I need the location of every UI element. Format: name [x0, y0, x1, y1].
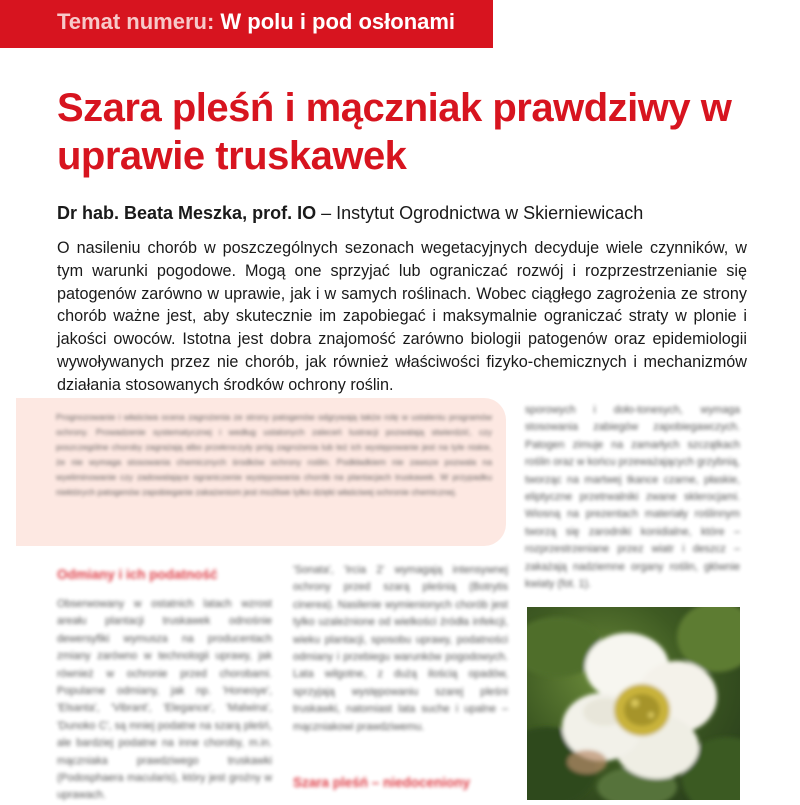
column-3: [525, 402, 740, 593]
article-title: Szara pleśń i mączniak prawdziwy w uprawie truskawek: [57, 86, 732, 178]
author-name: Dr hab. Beata Meszka, prof. IO: [57, 203, 317, 223]
column-1-text: Obserwowany w ostatnich latach wzrost areału plantacji truskawek odnośnie dewersyfiki wymusza na producentach zmiany zarówno w technologii uprawy, jak również w ochronie przed chorobami. Popularne odmiany, jak np. 'Honeoye', 'Elsanta', 'Vibrant', 'Elegance', 'Malwina', 'Dunoko C', są mniej podatne na szarą pleśń, ale bardziej podatne na inne choroby, m.in. mączniaka prawdziwego truskawki (Podosphaera macularis), który jest groźny w uprawach.: [57, 598, 272, 802]
column-1: [57, 596, 272, 805]
section-banner: [0, 0, 493, 48]
flower-illustration: [527, 607, 740, 800]
section-heading-varieties: Odmiany i ich podatność: [57, 567, 218, 582]
topic-title: W polu i pod osłonami: [220, 9, 456, 34]
column-3-text: sporowych i doło-tonesych, wymaga stosowania zabiegów zapobiegawczych. Patogen zimuje na zamarłych szczątkach roślin oraz w końcu przeważających grzybnią, tworząc na martwej tkance czarne, płaskie, eliptyczne przetrwalniki zwane sklerocjami. Wiosną na prezentach materiały roślinnym tworzą się zarodniki konidialne, które – rozprzestrzeniane przez wiatr i deszcz – zakażają nadziemne organy roślin, głównie kwiaty (fot. 1).: [525, 404, 740, 591]
callout-box: [16, 398, 506, 546]
author-affiliation: – Instytut Ogrodnictwa w Skierniewicach: [321, 203, 644, 223]
column-2-text: 'Sonata', 'Ircia 2' wymagają intensywnej ochrony przed szarą pleśnią (Botrytis cinerea). Nasilenie wymienionych chorób jest tylko uzależnione od wielkości źródła infekcji, wieku plantacji, sposobu uprawy, podatności odmiany i przebiegu warunków pogodowych. Lata wilgotne, z dużą ilością opadów, sprzyjają występowaniu szarej pleśni truskawki, natomiast lata suche i upalne – mączniakowi prawdziwemu.: [293, 564, 508, 733]
topic-label: Temat numeru:: [57, 9, 215, 34]
article-intro: O nasileniu chorób w poszczególnych sezonach wegetacyjnych decyduje wiele czynników, w tym warunki pogodowe. Mogą one sprzyjać lub ograniczać rozwój i rozprzestrzenianie się patogenów zarówno w uprawie, jak i w samych roślinach. Wobec ciągłego zagrożenia ze strony chorób ważne jest, aby skutecznie im zapobiegać i maksymalnie ograniczać straty w plonie i jakości owoców. Istotna jest dobra znajomość zarówno biologii patogenów oraz epidemiologii wywoływanych przez nie chorób, jak również właściwości fizyko-chemicznych i mechanizmów działania stosowanych środków ochrony roślin.: [57, 239, 747, 394]
strawberry-flower-photo: [527, 607, 740, 800]
callout-text: Prognozowanie i właściwa ocena zagrożenia ze strony patogenów odgrywają także rolę w ustaleniu programów ochrony. Prowadzenie systematycznej i według ustalonych zaleceń lustracji pozwalają stwierdzić, czy poszczególne choroby zagrażają albo przekroczyły próg zagrożenia lub też ich występowanie jest na tyle niskie, że nie wymaga stosowania chemicznych środków ochrony roślin. Podkładkiem nie zawsze pozwala na wyeliminowanie czy zadowalające ograniczenie występowania chorób na plantacjach truskawek. W przypadku niektórych patogenów zapobieganie zakażeniom jest możliwe tylko dzięki właściwej ochronie chemicznej.: [56, 412, 492, 497]
section-heading-gray-mold: Szara pleśń – niedoceniony: [293, 775, 471, 790]
byline: [57, 201, 777, 225]
column-2: [293, 562, 508, 736]
